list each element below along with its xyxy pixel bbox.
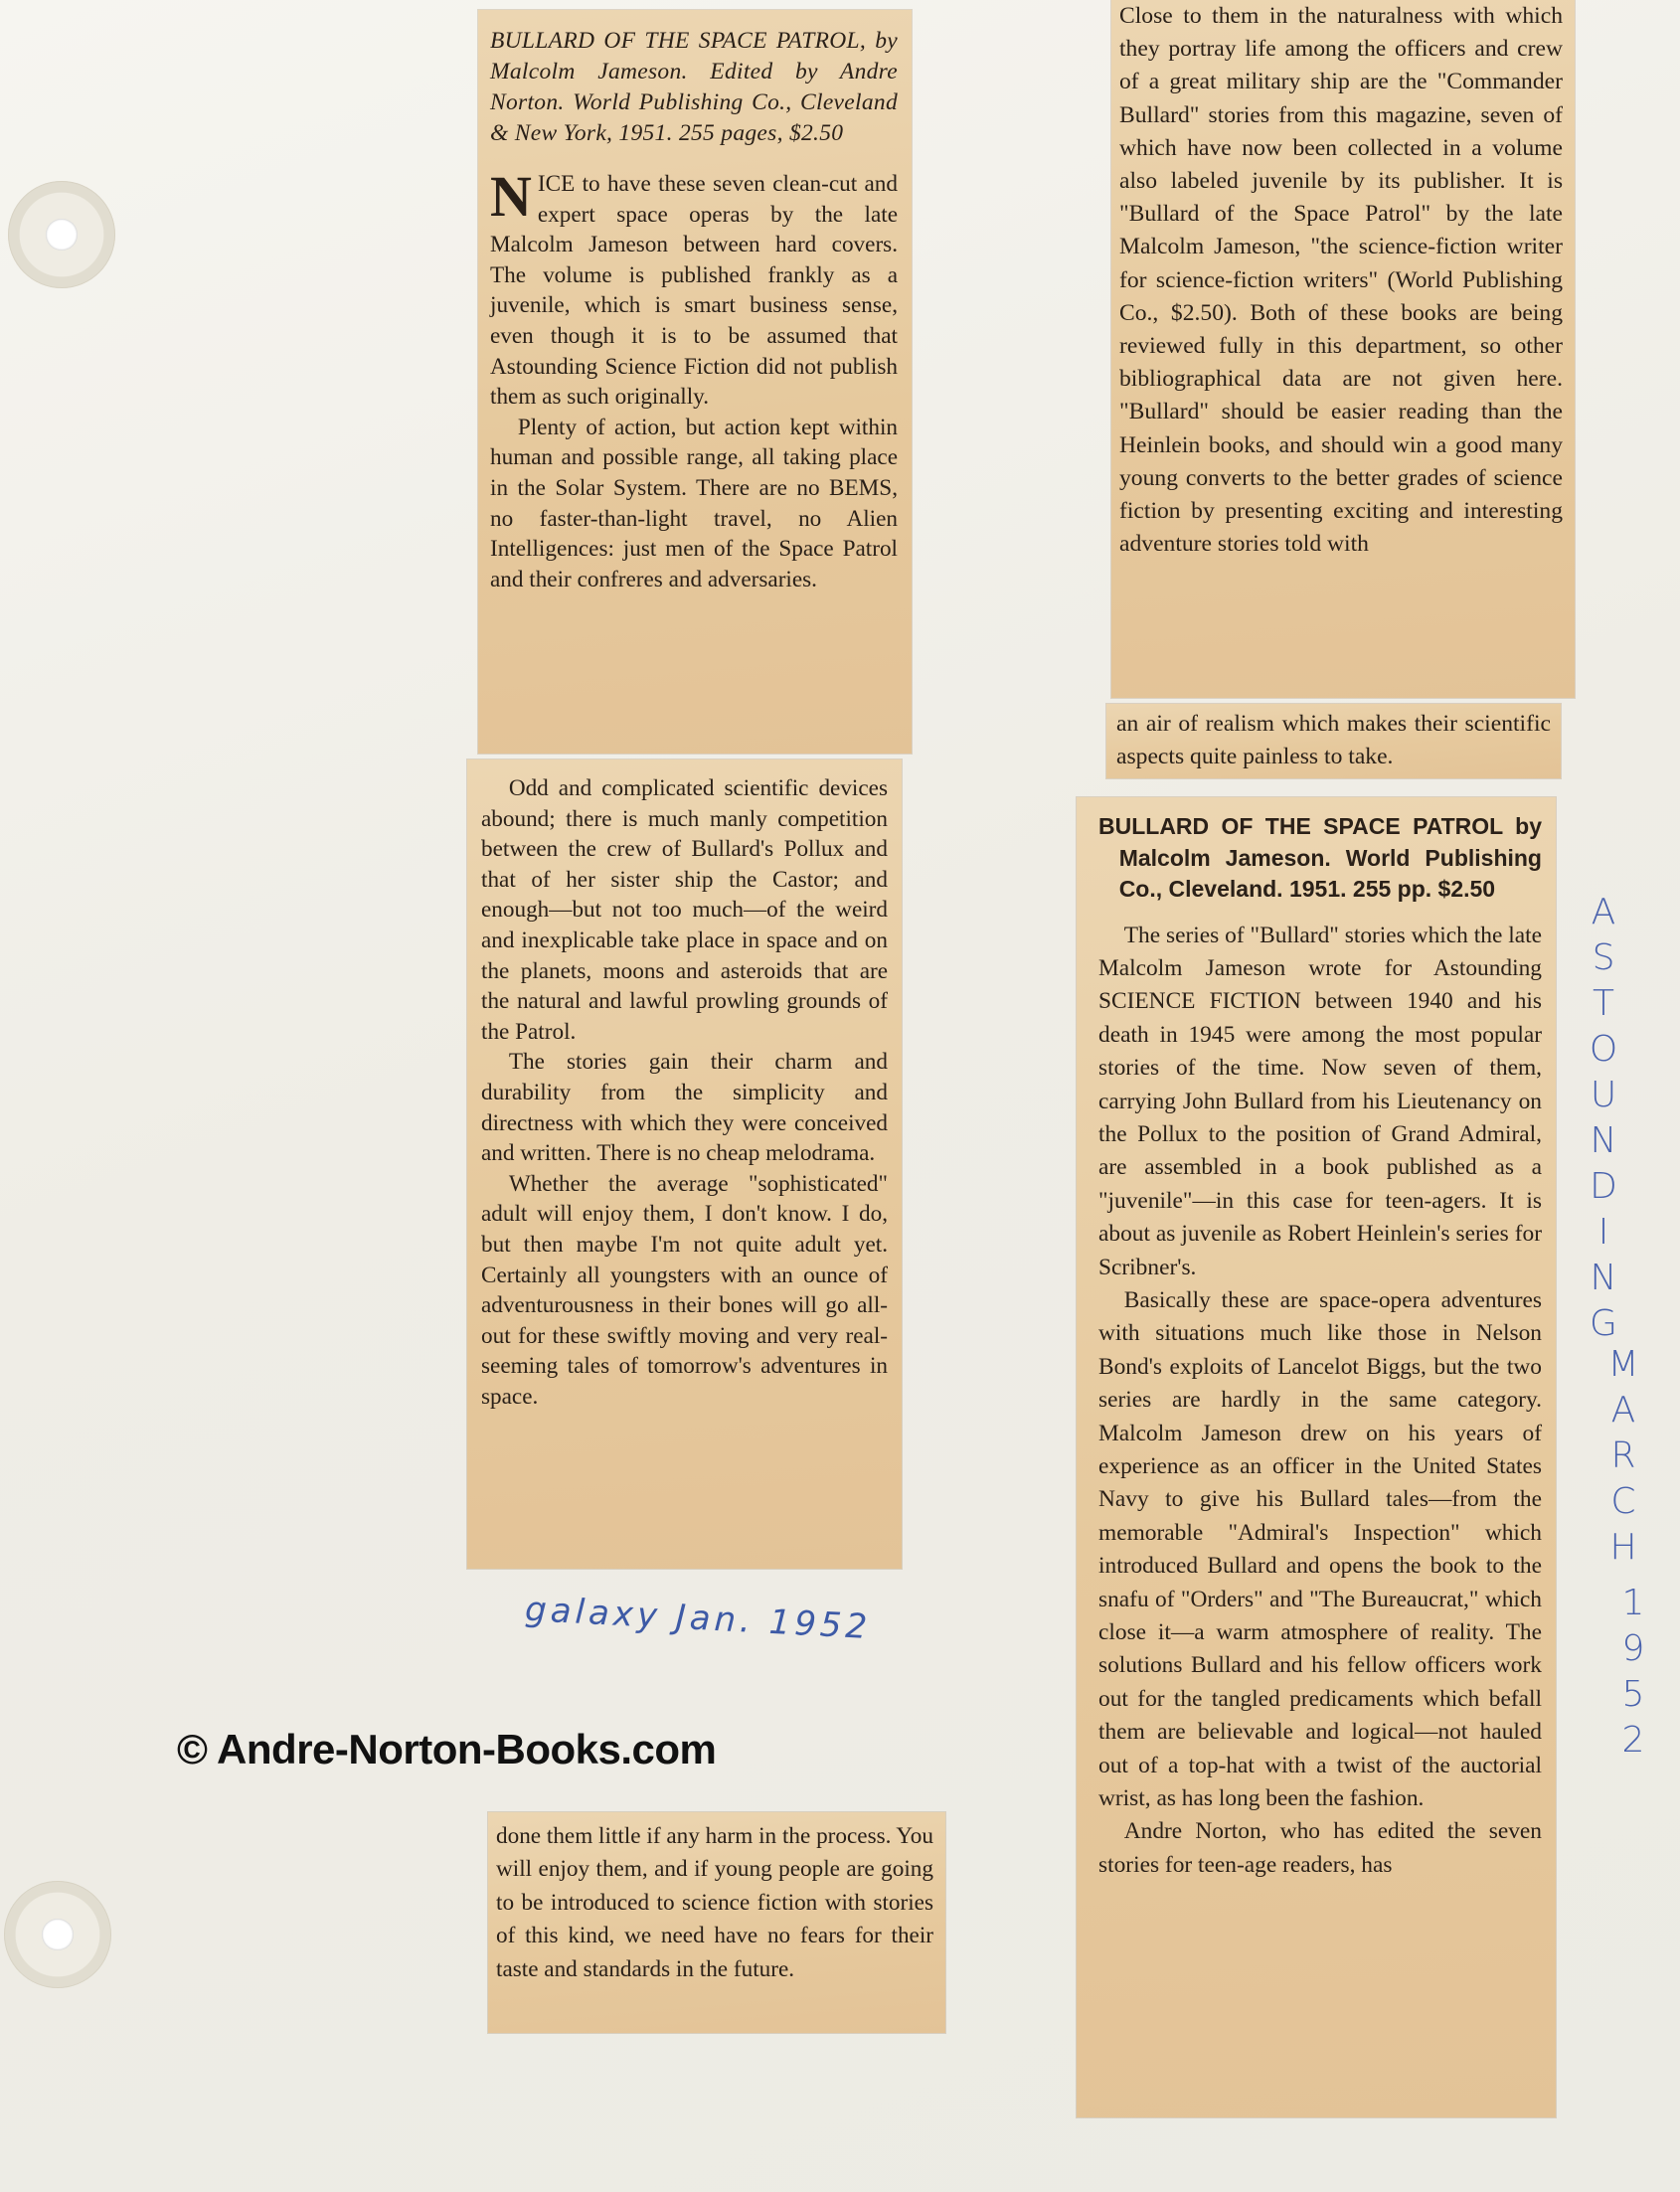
- handwritten-note-astounding: A S T O U N D I N G: [1589, 892, 1618, 1344]
- binder-hole-top: [8, 181, 115, 288]
- copyright-watermark: © Andre-Norton-Books.com: [177, 1726, 717, 1772]
- clipping-magazine-part2: [1106, 704, 1561, 778]
- handwritten-note-galaxy: galaxy Jan. 1952: [524, 1589, 873, 1648]
- paragraph-text: ICE to have these seven clean-cut and expert space operas by the late Malcolm Jameson between hard covers. The volume is published frankly as a juvenile, which is smart business sense, even though it is to be assumed that Astounding Science Fiction did not publish them as such originally.: [490, 171, 898, 411]
- paragraph: Whether the average "sophisticated" adult will enjoy them, I don't know. I do, but then maybe I'm not quite adult yet. Certainly all youngsters with an ounce of adventurousness in their bones will go all-out for these swiftly moving and very real-seeming tales of tomorrow's adventures in space.: [481, 1170, 888, 1410]
- paragraph: The stories gain their charm and durability from the simplicity and directness with which they were conceived and written. There is no cheap melodrama.: [481, 1049, 888, 1167]
- review-heading: BULLARD OF THE SPACE PATROL, by Malcolm Jameson. Edited by Andre Norton. World Publishing Co., Cleveland & New York, 1951. 255 pages, $2.50: [490, 28, 898, 146]
- paragraph: Plenty of action, but action kept within human and possible range, all taking place in the Solar System. There are no BEMS, no faster-than-light travel, no Alien Intelligences: just men of the Space Patrol and their confreres and adversaries.: [490, 414, 898, 592]
- clipping-galaxy-part3: [488, 1812, 945, 2033]
- clipping-astounding: [1077, 797, 1556, 2117]
- handwritten-note-year: 1 9 5 2: [1621, 1583, 1645, 1761]
- paragraph: Odd and complicated scientific devices abound; there is much manly competition between the crew of Bullard's Pollux and that of her sister ship the Castor; and enough—but not too much—of the weird and inexplicable take place in space and on the planets, moons and asteroids that are the natural and lawful prowling grounds of the Patrol.: [481, 775, 888, 1045]
- handwritten-note-march: M A R C H: [1607, 1344, 1639, 1568]
- paragraph: done them little if any harm in the process. You will enjoy them, and if young people are going to be introduced to science fiction with stories of this kind, we need have no fears for their taste and standards in the future.: [496, 1823, 933, 1982]
- clipping-galaxy-part1: [478, 10, 912, 754]
- paragraph: an air of realism which makes their scientific aspects quite painless to take.: [1116, 711, 1551, 770]
- paragraph: [490, 164, 898, 413]
- clipping-galaxy-part2: [467, 759, 902, 1569]
- binder-hole-bottom: [4, 1881, 111, 1988]
- paragraph: Close to them in the naturalness with which they portray life among the officers and crew of a great military ship are the "Commander Bullard" stories from this magazine, seven of which have now been collected in a volume also labeled juvenile by its publisher. It is "Bullard of the Space Patrol" by the late Malcolm Jameson, "the science-fiction writer for science-fiction writers" (World Publishing Co., $2.50). Both of these books are being reviewed fully in this department, so other bibliographical data are not given here. "Bullard" should be easier reading than the Heinlein books, and should win a good many young converts to the better grades of science fiction by presenting exciting and interesting adventure stories told with: [1119, 3, 1563, 558]
- review-heading: BULLARD OF THE SPACE PATROL by Malcolm Jameson. World Publishing Co., Cleveland. 1951. 255 pp. $2.50: [1098, 813, 1542, 902]
- drop-cap: N: [490, 164, 532, 229]
- paragraph: The series of "Bullard" stories which the late Malcolm Jameson wrote for Astounding SCIENCE FICTION between 1940 and his death in 1945 were among the most popular stories of the time. Now seven of them, carrying John Bullard from his Lieutenancy on the Pollux to the position of Grand Admiral, are assembled in a book published as a "juvenile"—in this case for teen-agers. It is about as juvenile as Robert Heinlein's series for Scribner's.: [1098, 922, 1542, 1280]
- clipping-magazine-part1: [1111, 0, 1575, 698]
- paragraph: Basically these are space-opera adventures with situations much like those in Nelson Bond's exploits of Lancelot Biggs, but the two series are hardly in the same category. Malcolm Jameson drew on his years of experience as an officer in the United States Navy to give his Bullard tales—from the memorable "Admiral's Inspection" which introduced Bullard and opens the book to the snafu of "Orders" and "The Bureaucrat," which close it—a warm atmosphere of reality. The solutions Bullard and his fellow officers work out for the tangled predicaments which befall them are believable and logical—not hauled out of a top-hat with a twist of the auctorial wrist, as has long been the fashion.: [1098, 1286, 1542, 1812]
- paragraph: Andre Norton, who has edited the seven stories for teen-age readers, has: [1098, 1818, 1542, 1878]
